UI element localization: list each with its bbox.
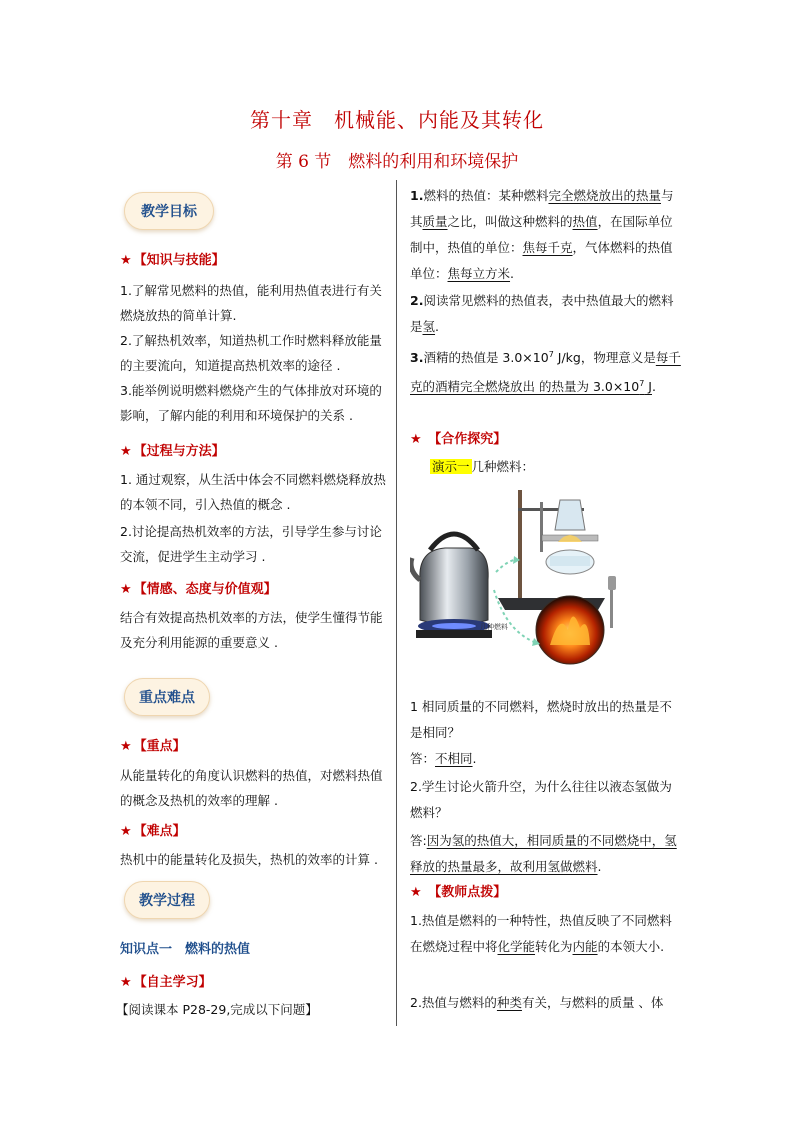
reading-instruction: 【阅读课本 P28-29,完成以下问题】	[116, 1002, 318, 1017]
teacher-tip-1: 1.热值是燃料的一种特性，热值反映了不同燃料在燃烧过程中将化学能转化为内能的本领大小.	[410, 913, 672, 954]
answer-blank: 质量	[422, 214, 448, 229]
answer-blank: 因为氢的热值大，相同质量的不同燃烧中，氢释放的热量最多，故利用氢做燃料	[410, 833, 677, 874]
process-item-2: 2.讨论提高热机效率的方法，引导学生参与讨论交流，促进学生主动学习 .	[120, 524, 382, 564]
answer-blank: 氢	[422, 319, 436, 334]
answer-blank: 种类	[496, 995, 522, 1010]
teaching-goals-badge: 教学目标	[124, 192, 214, 230]
process-item-1: 1. 通过观察，从生活中体会不同燃料燃烧释放热的本领不同，引入热值的概念 .	[120, 472, 386, 512]
star-icon: ★	[120, 975, 132, 990]
star-icon: ★	[120, 739, 132, 754]
question-2: 2.阅读常见燃料的热值表，表中热值最大的燃料是氢.	[410, 293, 674, 334]
star-icon: ★	[120, 253, 132, 268]
difficulty-heading: ★ 【难点】	[120, 824, 186, 839]
demo-line: 演示一 几种燃料：	[432, 459, 535, 474]
answer-blank: 内能	[572, 939, 598, 954]
fuels-figure	[410, 480, 672, 665]
knowledge-item-2: 2.了解热机效率，知道热机工作时燃料释放能量的主要流向，知道提高热机效率的途径 .	[120, 333, 382, 373]
figure-caption: 几种燃料	[480, 623, 508, 631]
emotion-text: 结合有效提高热机效率的方法，使学生懂得节能及充分利用能源的重要意义 .	[120, 610, 383, 650]
demo-label: 演示一	[432, 459, 470, 474]
answer-blank: 焦每千克	[522, 240, 573, 255]
teacher-tip-2: 2.热值与燃料的种类有关，与燃料的质量 、体	[410, 995, 664, 1010]
teacher-tips-heading: ★ 【教师点拨】	[410, 885, 507, 900]
key-difficult-badge: 重点难点	[124, 678, 210, 716]
fuels-illustration	[410, 480, 672, 665]
knowledge-point-1-title: 知识点一 燃料的热值	[120, 942, 251, 957]
inquiry-question-2: 2.学生讨论火箭升空，为什么往往以液态氢做为燃料？	[410, 779, 672, 820]
inquiry-question-1: 1 相同质量的不同燃料，燃烧时放出的热量是不是相同？	[410, 699, 672, 740]
knowledge-item-3: 3.能举例说明燃料燃烧产生的气体排放对环境的影响，了解内能的利用和环境保护的关系 .	[120, 383, 382, 423]
star-icon: ★	[120, 824, 132, 839]
inquiry-answer-1: 答：不相同.	[410, 751, 477, 766]
process-method-heading: ★ 【过程与方法】	[120, 444, 225, 459]
star-icon: ★	[410, 885, 422, 900]
inquiry-answer-2: 答:因为氢的热值大，相同质量的不同燃烧中，氢释放的热量最多，故利用氢做燃料.	[410, 833, 677, 874]
focus-text: 从能量转化的角度认识燃料的热值，对燃料热值的概念及热机的效率的理解 .	[120, 768, 383, 808]
question-3: 3.酒精的热值是 $3.0\times 10^7$ J/kg，物理意义是每千克的酒精完全燃烧放出 的热量为 $3.0\times 10^7$ J.	[410, 350, 681, 395]
star-icon: ★	[120, 444, 132, 459]
cooperative-inquiry-heading: ★ 【合作探究】	[410, 432, 507, 447]
column-divider	[396, 180, 397, 1026]
answer-blank: 完全燃烧放出的热量	[548, 188, 661, 203]
answer-blank: 不相同	[435, 751, 473, 766]
answer-blank: 热值	[572, 214, 598, 229]
emotion-values-heading: ★ 【情感、态度与价值观】	[120, 582, 277, 597]
answer-blank: 化学能	[497, 939, 536, 954]
star-icon: ★	[410, 432, 422, 447]
knowledge-skills-heading: ★ 【知识与技能】	[120, 253, 225, 268]
answer-blank: 每千克的酒精完全燃烧放出 的热量为 $3.0\times 10^7$ J	[410, 350, 681, 395]
knowledge-item-1: 1.了解常见燃料的热值，能利用热值表进行有关燃烧放热的简单计算.	[120, 283, 382, 323]
self-study-heading: ★ 【自主学习】	[120, 975, 212, 990]
difficulty-text: 热机中的能量转化及损失，热机的效率的计算 .	[120, 852, 378, 867]
section-title: 第 6 节 燃料的利用和环境保护	[275, 152, 519, 172]
chapter-title: 第十章 机械能、内能及其转化	[250, 108, 544, 132]
teaching-process-badge: 教学过程	[124, 881, 210, 919]
star-icon: ★	[120, 582, 132, 597]
answer-blank: 焦每立方米	[447, 266, 511, 281]
focus-heading: ★ 【重点】	[120, 739, 186, 754]
question-1: 1.燃料的热值：某种燃料完全燃烧放出的热量与其质量之比，叫做这种燃料的热值，在国际单位制中，热值的单位：焦每千克，气体燃料的热值单位：焦每立方米.	[410, 188, 674, 281]
